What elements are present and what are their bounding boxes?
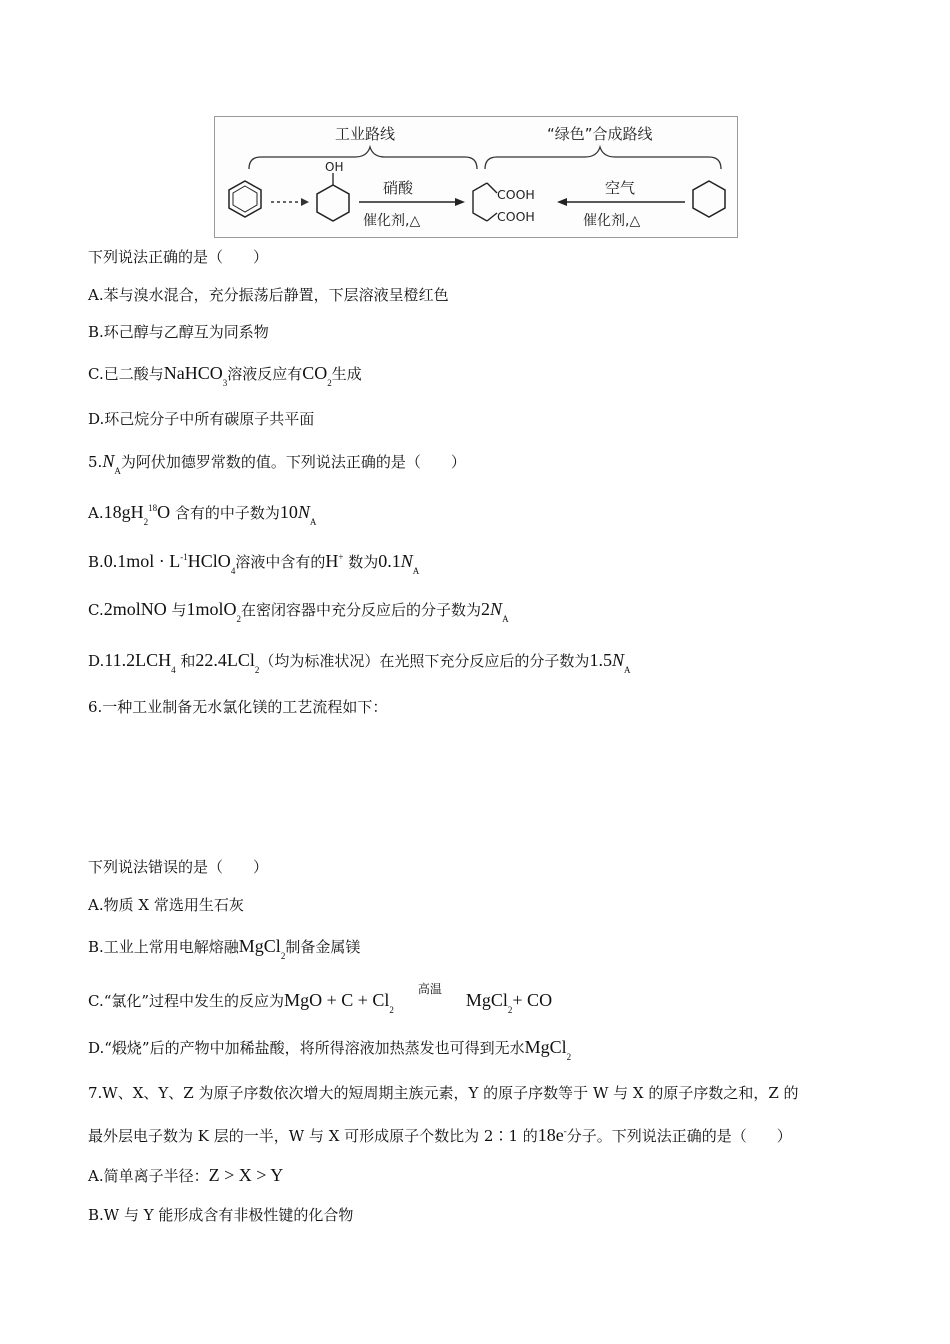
q7-a-prefix: A.简单离子半径： [88, 1167, 209, 1185]
formula-2mol-no: 2molNO [103, 599, 167, 619]
formula-18g-h2: 18gH [103, 502, 144, 522]
formula-co2: CO [302, 363, 328, 383]
q4-c-suffix: 生成 [331, 365, 362, 383]
superscript: -1 [180, 552, 188, 562]
value-1-5: 1.5 [589, 650, 612, 670]
reaction-condition-arrow [394, 982, 466, 1011]
q4-c-mid: 溶液反应有 [227, 365, 303, 383]
formula-reactants: MgO + C + Cl [284, 990, 390, 1010]
option-prefix: B. [88, 553, 104, 571]
subscript: 2 [254, 665, 260, 675]
value-10: 10 [279, 502, 298, 522]
avogadro-symbol: N [400, 551, 413, 571]
q6-option-d [88, 1037, 571, 1060]
subscript: A [623, 665, 631, 675]
subscript: 2 [566, 1052, 572, 1062]
cooh-bottom: COOH [497, 209, 535, 224]
formula-radius-order: Z > X > Y [208, 1165, 284, 1185]
q5-option-d [88, 650, 630, 673]
cooh-top: COOH [497, 187, 535, 202]
subscript: A [412, 566, 420, 576]
avogadro-symbol: N [297, 502, 310, 522]
q7-option-b: B.W 与 Y 能形成含有非极性键的化合物 [88, 1206, 354, 1224]
value-0-1: 0.1 [378, 551, 401, 571]
q5-option-b [88, 551, 419, 574]
industrial-route-brace [249, 147, 477, 169]
subscript: 2 [389, 1005, 394, 1015]
q4-option-a: A.苯与溴水混合，充分振荡后静置，下层溶液呈橙红色 [88, 286, 449, 304]
q5-a-mid: 含有的中子数为 [174, 504, 280, 522]
subscript: A [502, 614, 509, 624]
q5-d-mid2: （均为标准状况）在光照下充分反应后的分子数为 [259, 652, 590, 670]
q5-number: 5. [88, 453, 103, 471]
green-route-brace [485, 147, 721, 169]
formula-1mol-o2: 1molO [186, 599, 237, 619]
formula-cl2: 22.4LCl [195, 650, 255, 670]
subscript: 2 [236, 614, 242, 624]
reagent-nitric-acid: 硝酸 [383, 179, 414, 197]
q6-option-a: A.物质 X 常选用生石灰 [88, 896, 244, 914]
subscript: 2 [327, 378, 332, 388]
q4-option-c [88, 363, 362, 386]
q7-stem-line2 [88, 1125, 792, 1148]
q6-option-c [88, 982, 553, 1015]
forward-arrow [359, 198, 465, 206]
avogadro-symbol: N [490, 599, 503, 619]
subscript: A [309, 517, 317, 527]
q6-ask: 下列说法错误的是（ ） [88, 858, 269, 876]
value-2: 2 [481, 599, 491, 619]
superscript: - [563, 1126, 567, 1136]
dashed-arrow [271, 198, 309, 206]
q4-option-d: D.环己烷分子中所有碳原子共平面 [88, 410, 315, 428]
q6-d-prefix: D.“煅烧”后的产物中加稀盐酸，将所得溶液加热蒸发也可得到无水 [88, 1039, 525, 1057]
backward-arrow [557, 198, 685, 206]
formula-concentration: 0.1mol · L [103, 551, 181, 571]
cyclohexane-ring [693, 181, 725, 217]
q6-stem: 6.一种工业制备无水氯化镁的工艺流程如下： [88, 698, 388, 716]
q4-stem: 下列说法正确的是（ ） [88, 248, 269, 266]
cyclohexanol-ring [317, 173, 349, 221]
q6-b-suffix: 制备金属镁 [285, 938, 361, 956]
q7-line2-prefix: 最外层电子数为 K 层的一半，W 与 X 可形成原子个数比为 2∶1 的 [88, 1127, 538, 1145]
adipic-acid-structure [473, 183, 497, 221]
formula-co: + CO [512, 990, 553, 1010]
formula-o: O [157, 502, 171, 522]
option-prefix: C. [88, 601, 104, 619]
reaction-scheme-figure [214, 116, 738, 238]
formula-18e: 18e [537, 1125, 564, 1145]
formula-nahco3: NaHCO [163, 363, 223, 383]
q5-b-mid2: 数为 [348, 553, 379, 571]
formula-hclo4: HClO [187, 551, 231, 571]
option-prefix: D. [88, 652, 105, 670]
subscript: 2 [507, 1005, 513, 1015]
subscript: 3 [222, 378, 228, 388]
q6-b-prefix: B.工业上常用电解熔融 [88, 938, 239, 956]
avogadro-symbol: N [611, 650, 624, 670]
avogadro-symbol: N [102, 451, 115, 471]
q4-option-b: B.环己醇与乙醇互为同系物 [88, 323, 269, 341]
q7-line2-suffix: 分子。下列说法正确的是（ ） [566, 1127, 792, 1145]
q4-c-prefix: C.已二酸与 [88, 365, 164, 383]
q7-stem-line1: 7.W、X、Y、Z 为原子序数依次增大的短周期主族元素，Y 的原子序数等于 W 与 X 的原子序数之和，Z 的 [88, 1084, 799, 1102]
subscript: 2 [280, 951, 286, 961]
condition-high-temp: 高温 [417, 982, 442, 996]
subscript: 4 [171, 665, 176, 675]
q7-option-a [88, 1165, 283, 1186]
q5-option-a [88, 502, 316, 525]
q6-option-b [88, 936, 360, 959]
reaction-scheme-drawing [215, 117, 737, 237]
q5-stem-text: 为阿伏加德罗常数的值。下列说法正确的是（ ） [120, 453, 466, 471]
formula-mgcl2: MgCl [524, 1037, 567, 1057]
formula-mgcl2: MgCl [465, 990, 508, 1010]
q6-c-prefix: C.“氯化”过程中发生的反应为 [88, 992, 285, 1010]
catalyst-heat-right: 催化剂,△ [583, 213, 641, 229]
formula-h-ion: H [325, 551, 339, 571]
subscript: A [114, 466, 121, 476]
superscript: + [338, 552, 344, 562]
superscript: 18 [148, 503, 158, 513]
q5-stem [88, 451, 466, 474]
formula-ch4: 11.2LCH [104, 650, 172, 670]
catalyst-heat-left: 催化剂,△ [363, 213, 421, 229]
q5-d-mid: 和 [180, 652, 196, 670]
reagent-air: 空气 [605, 179, 636, 197]
subscript: 2 [143, 517, 149, 527]
subscript: 4 [230, 566, 236, 576]
q5-c-mid: 与 [171, 601, 187, 619]
q5-b-mid: 溶液中含有的 [235, 553, 326, 571]
q5-c-mid2: 在密闭容器中充分反应后的分子数为 [241, 601, 482, 619]
green-route-label: “绿色”合成路线 [547, 125, 653, 143]
benzene-ring [229, 181, 261, 217]
formula-mgcl2: MgCl [238, 936, 281, 956]
industrial-route-label: 工业路线 [335, 125, 396, 143]
option-prefix: A. [88, 504, 104, 522]
q5-option-c [88, 599, 509, 622]
oh-label: OH [325, 160, 344, 174]
